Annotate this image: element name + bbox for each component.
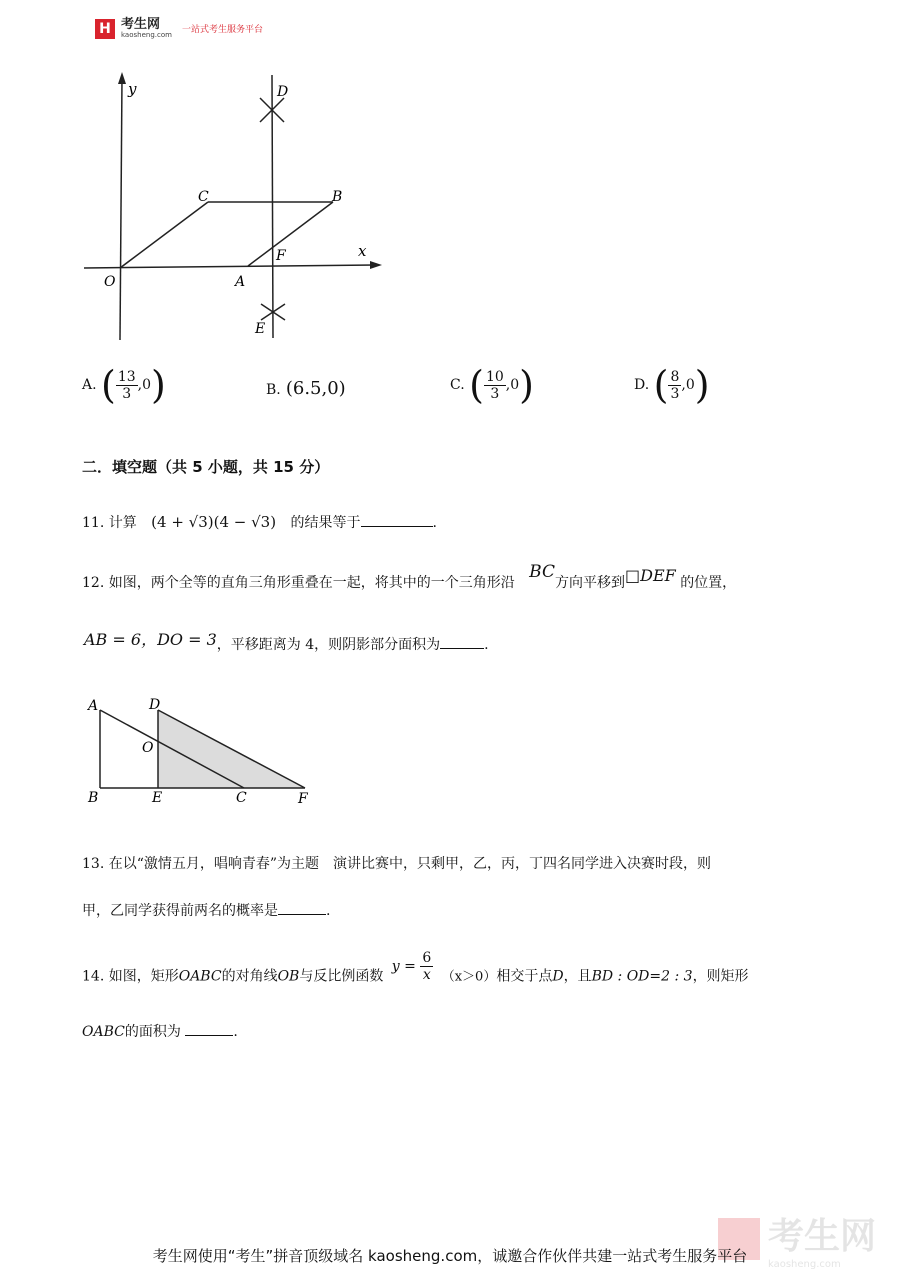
label-x: x <box>358 242 367 260</box>
option-b-text: (6.5,0) <box>285 378 346 399</box>
side-oc <box>120 202 208 268</box>
q13-text-1: 在以“激情五月，唱响青春”为主题 演讲比赛中，只剩甲，乙，丙，丁四名同学进入决赛时段，则 <box>108 856 712 872</box>
option-a-tail: ,0 <box>137 377 152 393</box>
q12-text-1b: 方向平移到 <box>555 575 625 591</box>
option-d-den: 3 <box>670 385 680 402</box>
q14-text-1d: 相交于点 <box>496 968 553 985</box>
option-c-letter: C. <box>450 377 465 393</box>
q12-answer-blank <box>440 634 484 649</box>
label-a: A <box>235 274 246 290</box>
logo-brand-sub: kaosheng.com <box>121 31 172 39</box>
y-axis-arrow <box>118 72 126 84</box>
q12-number: 12. <box>82 575 105 591</box>
q11-post: 的结果等于 <box>290 515 361 531</box>
option-b-letter: B. <box>266 382 281 398</box>
option-d-letter: D. <box>634 377 650 393</box>
q14-answer-blank <box>185 1021 233 1036</box>
question-12-line1 <box>82 562 737 593</box>
label-e: E <box>255 321 266 337</box>
q14-oabc: OABC <box>178 968 222 985</box>
label-b: B <box>332 189 343 205</box>
option-c-tail: ,0 <box>505 377 520 393</box>
q12-bc: BC <box>529 562 555 582</box>
q11-end: . <box>432 515 437 531</box>
q14-number: 14. <box>82 968 105 985</box>
q14-function <box>392 950 433 983</box>
q12-given: AB = 6，DO = 3 <box>84 630 217 649</box>
label-d: D <box>149 697 161 713</box>
question-11 <box>82 512 437 533</box>
q14-oabc-2: OABC <box>82 1024 125 1040</box>
q14-text-1f: ，则矩形 <box>692 968 749 985</box>
q12-def: □DEF <box>625 566 676 585</box>
q14-text-1e: ，且 <box>563 968 592 985</box>
q13-answer-blank <box>278 900 326 915</box>
option-a: A. ( $\frac{13}{3}$ ,0) <box>82 363 166 407</box>
label-y: y <box>128 80 137 98</box>
option-d: D. ( $\frac{8}{3}$ ,0) <box>634 363 710 407</box>
q13-number: 13. <box>82 856 105 872</box>
q13-text-2: 甲，乙同学获得前两名的概率是 <box>82 903 278 919</box>
option-a-num: 13 <box>117 368 136 385</box>
option-a-letter: A. <box>82 377 97 393</box>
question-12-line2 <box>84 630 489 655</box>
q14-func-num: 6 <box>422 950 432 966</box>
label-o: O <box>142 740 154 756</box>
label-a: A <box>88 698 99 714</box>
option-c-den: 3 <box>490 385 500 402</box>
q12-text-2b: ，平移距离为 4，则阴影部分面积为 <box>216 637 441 653</box>
figure-triangles <box>80 690 320 815</box>
question-14-line2 <box>82 1021 238 1042</box>
option-b <box>266 378 346 399</box>
q11-number: 11. <box>82 515 105 531</box>
label-c: C <box>198 189 209 205</box>
footer-text: 考生网使用“考生”拼音顶级域名 kaosheng.com，诚邀合作伙伴共建一站式考生服务平台 <box>152 1247 748 1265</box>
logo-slogan: 一站式考生服务平台 <box>181 25 263 35</box>
question-14-line1 <box>82 950 749 993</box>
logo-brand: 考生网 <box>121 17 161 32</box>
label-o: O <box>104 274 116 290</box>
q14-d: D <box>552 968 564 985</box>
label-f: F <box>298 791 308 807</box>
figure-parallelogram <box>80 70 390 345</box>
q14-func-den: x <box>422 967 431 983</box>
q14-text-1a: 如图，矩形 <box>108 968 179 985</box>
q14-ratio: BD : OD=2 : 3 <box>591 968 693 985</box>
question-13-line2 <box>82 900 330 921</box>
logo-icon: H <box>95 19 115 39</box>
q13-end: . <box>326 903 331 919</box>
label-d: D <box>277 84 289 100</box>
q11-expression: (4 + √3)(4 − √3) <box>151 513 277 531</box>
q14-text-1b: 的对角线 <box>221 968 278 985</box>
option-d-tail: ,0 <box>681 377 695 393</box>
label-e: E <box>152 790 163 806</box>
q12-text-1a: 如图，两个全等的直角三角形重叠在一起，将其中的一个三角形沿 <box>108 575 515 591</box>
option-d-num: 8 <box>670 368 680 385</box>
q14-text-1c: 与反比例函数 <box>299 968 384 985</box>
line-de <box>272 75 273 338</box>
option-a-den: 3 <box>122 385 132 402</box>
q14-cond: （x＞0） <box>441 969 497 985</box>
watermark-sub: kaosheng.com <box>767 1259 841 1270</box>
option-c: C. ( $\frac{10}{3}$ ,0) <box>450 363 534 407</box>
label-b: B <box>88 790 99 806</box>
q11-pre: 计算 <box>108 515 137 531</box>
q12-end: . <box>484 637 489 653</box>
q14-ob: OB <box>277 968 300 985</box>
watermark-brand: 考生网 <box>767 1216 876 1257</box>
q12-text-1c: 的位置， <box>680 575 737 591</box>
label-c: C <box>236 790 247 806</box>
x-axis <box>84 265 375 268</box>
q14-text-2b: 的面积为 <box>124 1024 181 1040</box>
side-ab <box>248 202 333 266</box>
option-c-num: 10 <box>485 368 504 385</box>
q14-func-lhs: y = <box>391 958 416 975</box>
header-logo <box>95 18 263 39</box>
q14-end: . <box>233 1024 238 1040</box>
y-axis <box>120 78 122 340</box>
label-f: F <box>276 248 286 264</box>
section-title: 二．填空题（共 5 小题，共 15 分） <box>82 458 330 476</box>
q11-answer-blank <box>361 512 433 527</box>
question-13-line1 <box>82 854 711 874</box>
x-axis-arrow <box>370 261 382 269</box>
